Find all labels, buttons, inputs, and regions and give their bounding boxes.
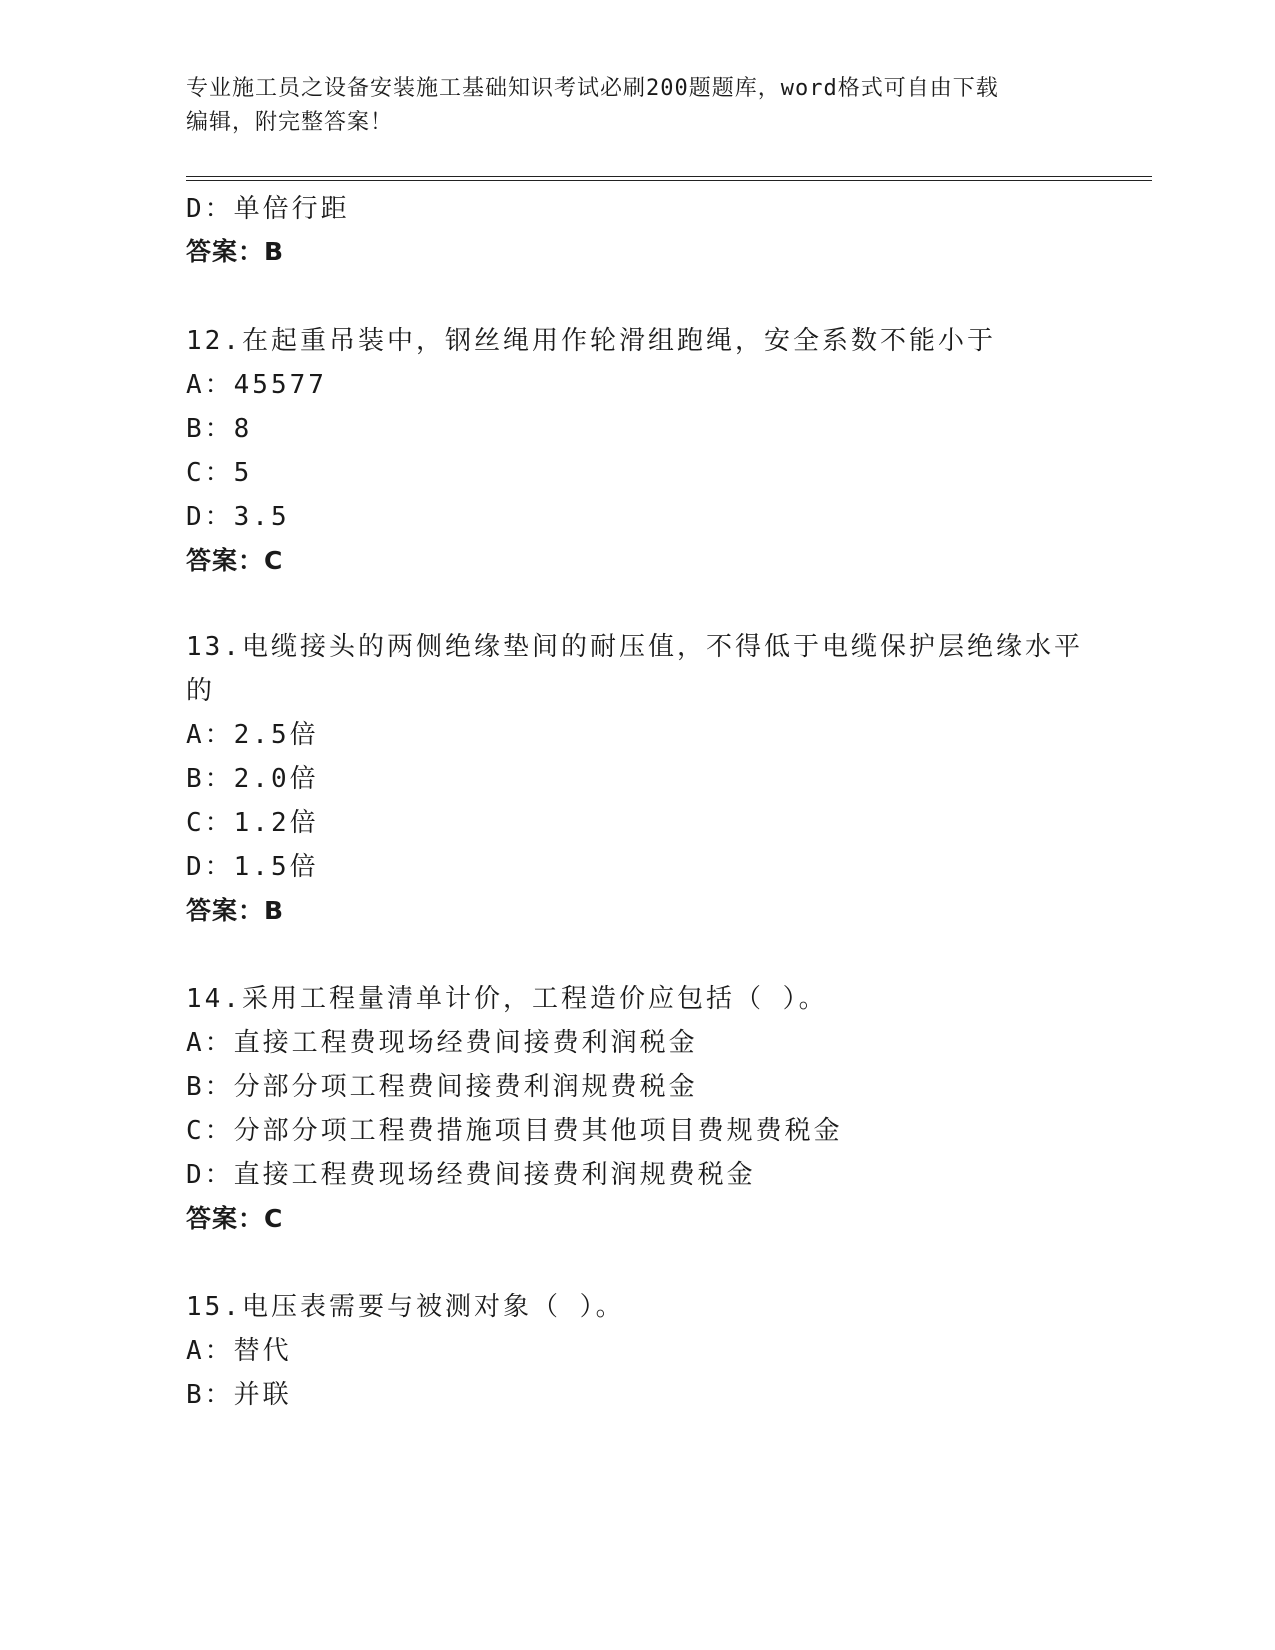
q13-option-a: A：2.5倍 (186, 720, 319, 750)
q13-answer: 答案：B (186, 896, 285, 925)
q13-stem-line2: 的 (186, 676, 216, 706)
q12-stem: 12.在起重吊装中，钢丝绳用作轮滑组跑绳，安全系数不能小于 (186, 326, 996, 356)
q14-option-a: A：直接工程费现场经费间接费利润税金 (186, 1028, 698, 1058)
q11-answer: 答案：B (186, 237, 285, 266)
q14-option-d: D：直接工程费现场经费间接费利润规费税金 (186, 1160, 756, 1190)
q15-option-b: B：并联 (186, 1380, 292, 1410)
q12-option-b: B：8 (186, 414, 253, 444)
q11-option-d: D：单倍行距 (186, 194, 350, 224)
q13-stem-line1: 13.电缆接头的两侧绝缘垫间的耐压值，不得低于电缆保护层绝缘水平 (186, 632, 1083, 662)
q12-option-a: A：45577 (186, 370, 327, 400)
q13-option-b: B：2.0倍 (186, 764, 319, 794)
q12-option-c: C：5 (186, 458, 253, 488)
q14-option-c: C：分部分项工程费措施项目费其他项目费规费税金 (186, 1116, 843, 1146)
q14-stem: 14.采用工程量清单计价，工程造价应包括（ ）。 (186, 984, 828, 1014)
q14-option-b: B：分部分项工程费间接费利润规费税金 (186, 1072, 698, 1102)
q15-stem: 15.电压表需要与被测对象（ ）。 (186, 1292, 625, 1322)
q12-option-d: D：3.5 (186, 502, 290, 532)
header-title-line1: 专业施工员之设备安装施工基础知识考试必刷200题题库，word格式可自由下载 (186, 76, 999, 101)
q12-answer: 答案：C (186, 546, 284, 575)
document-header (186, 72, 1066, 140)
q14-answer: 答案：C (186, 1204, 284, 1233)
header-title-line2: 编辑，附完整答案！ (186, 110, 394, 135)
header-divider (186, 176, 1152, 181)
q15-option-a: A：替代 (186, 1336, 292, 1366)
q13-option-c: C：1.2倍 (186, 808, 319, 838)
q13-option-d: D：1.5倍 (186, 852, 319, 882)
